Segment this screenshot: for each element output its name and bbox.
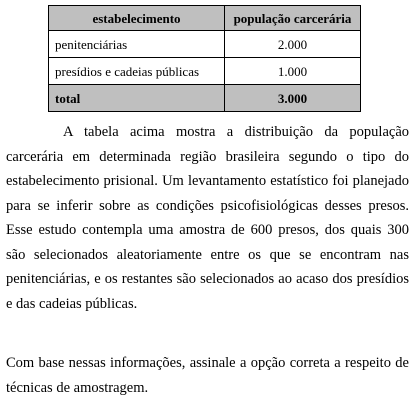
row-population: 1.000	[225, 58, 361, 85]
table-header-row	[49, 6, 361, 31]
question-prompt: Com base nessas informações, assinale a opção correta a respeito de técnicas de amostragem.	[6, 355, 409, 396]
table-total-row	[49, 85, 361, 112]
total-label: total	[49, 85, 225, 112]
prison-population-table	[48, 5, 361, 112]
total-value: 3.000	[225, 85, 361, 112]
row-establishment: penitenciárias	[49, 31, 225, 58]
context-paragraph: A tabela acima mostra a distribuição da população carcerária em determinada região brasileira segundo o tipo do estabelecimento prisional. Um levantamento estatístico foi planejado para se inferir sobre as condições psicofisiológicas desses presos. Esse estudo contempla uma amostra de 600 presos, dos quais 300 são selecionados aleatoriamente entre os que se encontram nas penitenciárias, e os restantes são selecionados ao acaso dos presídios e das cadeias públicas.	[6, 124, 409, 312]
table-row	[49, 58, 361, 85]
row-population: 2.000	[225, 31, 361, 58]
header-population: população carcerária	[225, 6, 361, 31]
row-establishment: presídios e cadeias públicas	[49, 58, 225, 85]
table-row	[49, 31, 361, 58]
header-establishment: estabelecimento	[49, 6, 225, 31]
